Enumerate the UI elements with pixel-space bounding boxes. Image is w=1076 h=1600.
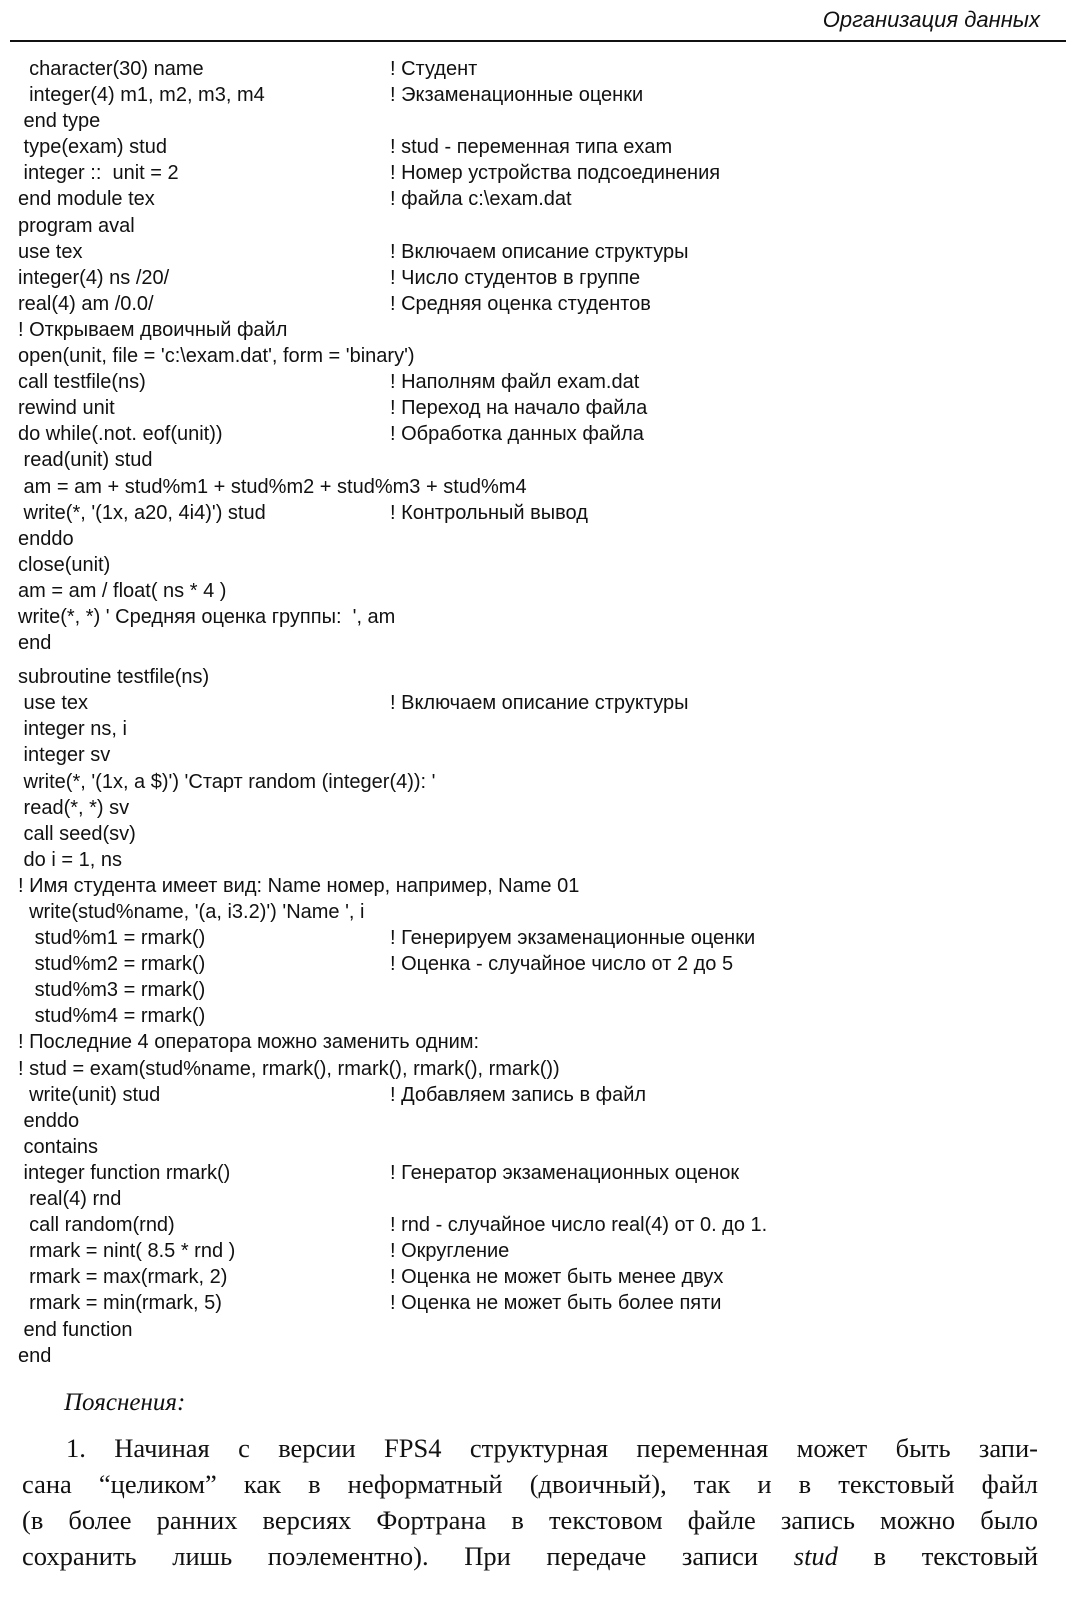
code-comment: ! Контрольный вывод [390, 501, 588, 524]
code-statement: rewind unit [18, 397, 115, 420]
code-line [18, 1108, 1058, 1134]
code-line [18, 265, 1058, 291]
code-statement: rmark = max(rmark, 2) [18, 1266, 228, 1289]
code-line [18, 1317, 1058, 1343]
code-statement: end [18, 1344, 52, 1367]
code-statement: enddo [18, 527, 74, 550]
code-line [18, 951, 1058, 977]
code-line [18, 474, 1058, 500]
code-line [18, 1134, 1058, 1160]
code-line [18, 742, 1058, 768]
code-line [18, 186, 1058, 212]
code-statement: call testfile(ns) [18, 371, 146, 394]
code-statement: ! stud = exam(stud%name, rmark(), rmark(), rmark(), rmark()) [18, 1057, 560, 1080]
code-comment: ! Студент [390, 58, 478, 80]
code-line [18, 1212, 1058, 1238]
code-statement: am = am / float( ns * 4 ) [18, 579, 227, 602]
code-statement: ! Открываем двоичный файл [18, 318, 288, 341]
code-statement: end type [18, 110, 101, 133]
code-line [18, 395, 1058, 421]
code-line [18, 925, 1058, 951]
code-line [18, 82, 1058, 108]
code-comment: ! Переход на начало файла [390, 397, 648, 420]
code-statement: integer(4) ns /20/ [18, 266, 170, 289]
code-statement: program aval [18, 214, 135, 237]
code-line [18, 500, 1058, 526]
code-line [18, 1160, 1058, 1186]
code-line [18, 239, 1058, 265]
header-rule [10, 40, 1066, 42]
code-statement: use tex [18, 692, 89, 715]
code-statement: write(*, '(1x, a20, 4i4)') stud [18, 501, 266, 524]
paragraph-line-tail: в текстовый [873, 1541, 1038, 1571]
code-statement: integer :: unit = 2 [18, 162, 179, 185]
code-line [18, 847, 1058, 873]
code-line [18, 821, 1058, 847]
code-statement: real(4) am /0.0/ [18, 292, 154, 315]
code-line [18, 213, 1058, 239]
code-comment: ! Обработка данных файла [390, 423, 644, 446]
explanation-paragraph [22, 1430, 1038, 1574]
code-statement: stud%m2 = rmark() [18, 953, 206, 976]
code-line [18, 526, 1058, 552]
paragraph-line: сана “целиком” как в неформатный (двоичный), так и в текстовый файл [22, 1469, 1038, 1499]
code-statement: integer function rmark() [18, 1161, 231, 1184]
code-line [18, 873, 1058, 899]
code-statement: ! Имя студента имеет вид: Name номер, например, Name 01 [18, 874, 580, 897]
code-line [18, 56, 1058, 82]
code-statement: write(*, *) ' Средняя оценка группы: ', am [18, 605, 396, 628]
code-comment: ! Средняя оценка студентов [390, 292, 651, 315]
running-header: Организация данных [822, 7, 1040, 32]
code-line [18, 769, 1058, 795]
code-statement: stud%m3 = rmark() [18, 979, 206, 1002]
code-comment: ! Оценка не может быть более пяти [390, 1292, 722, 1315]
code-line [18, 899, 1058, 925]
code-comment: ! Оценка - случайное число от 2 до 5 [390, 953, 734, 976]
code-statement: rmark = min(rmark, 5) [18, 1292, 222, 1315]
code-statement: read(unit) stud [18, 449, 153, 472]
code-comment: ! файла c:\exam.dat [390, 188, 572, 211]
code-statement: stud%m1 = rmark() [18, 927, 206, 950]
code-statement: end module tex [18, 188, 155, 211]
code-statement: do while(.not. eof(unit)) [18, 423, 223, 446]
code-comment: ! Оценка не может быть менее двух [390, 1266, 724, 1289]
code-statement: integer ns, i [18, 718, 127, 741]
code-statement: subroutine testfile(ns) [18, 666, 210, 689]
code-line [18, 317, 1058, 343]
code-comment: ! Включаем описание структуры [390, 240, 689, 263]
code-statement: real(4) rnd [18, 1188, 122, 1211]
code-statement: write(unit) stud [18, 1083, 161, 1106]
code-line [18, 291, 1058, 317]
paragraph-line [22, 1538, 1038, 1574]
code-line [18, 421, 1058, 447]
code-statement: read(*, *) sv [18, 796, 130, 819]
code-line [18, 977, 1058, 1003]
code-statement: ! Последние 4 оператора можно заменить одним: [18, 1031, 480, 1054]
code-comment: ! Генератор экзаменационных оценок [390, 1161, 740, 1184]
code-line [18, 716, 1058, 742]
code-line [18, 1029, 1058, 1055]
code-statement: am = am + stud%m1 + stud%m2 + stud%m3 + stud%m4 [18, 475, 527, 498]
paragraph-line-text: сохранить лишь поэлементно). При передаче записи [22, 1541, 759, 1571]
code-statement: write(*, '(1x, a $)') 'Старт random (integer(4)): ' [18, 770, 436, 793]
code-line [18, 578, 1058, 604]
code-statement: contains [18, 1135, 99, 1158]
code-line [18, 1082, 1058, 1108]
code-line [18, 1003, 1058, 1029]
code-statement: open(unit, file = 'c:\exam.dat', form = 'binary') [18, 345, 415, 368]
code-line [18, 343, 1058, 369]
code-line [18, 630, 1058, 656]
code-statement: use tex [18, 240, 83, 263]
code-line [18, 1238, 1058, 1264]
code-line [18, 1056, 1058, 1082]
code-line [18, 1264, 1058, 1290]
paragraph-line: 1. Начиная с версии FPS4 структурная переменная может быть запи- [66, 1433, 1038, 1463]
paragraph-line: (в более ранних версиях Фортрана в текстовом файле запись можно было [22, 1505, 1038, 1535]
code-comment: ! stud - переменная типа exam [390, 136, 673, 159]
code-statement: write(stud%name, '(a, i3.2)') 'Name ', i [18, 901, 365, 923]
code-comment: ! Число студентов в группе [390, 266, 641, 289]
code-line [18, 1290, 1058, 1316]
code-statement: character(30) name [18, 58, 204, 80]
code-comment: ! rnd - случайное число real(4) от 0. до 1. [390, 1214, 768, 1237]
code-statement: end function [18, 1318, 133, 1341]
code-comment: ! Номер устройства подсоединения [390, 162, 721, 185]
code-comment: ! Экзаменационные оценки [390, 84, 644, 107]
code-statement: end [18, 632, 52, 655]
code-line [18, 795, 1058, 821]
code-statement: integer sv [18, 744, 111, 767]
code-statement: call seed(sv) [18, 822, 136, 845]
explanations-heading: Пояснения: [64, 1389, 186, 1416]
code-comment: ! Добавляем запись в файл [390, 1083, 647, 1106]
code-line [18, 447, 1058, 473]
code-line [18, 604, 1058, 630]
code-line [18, 1343, 1058, 1369]
code-line [18, 1186, 1058, 1212]
code-line [18, 134, 1058, 160]
code-line [18, 369, 1058, 395]
code-comment: ! Генерируем экзаменационные оценки [390, 927, 756, 950]
code-line [18, 552, 1058, 578]
code-line [18, 160, 1058, 186]
code-statement: type(exam) stud [18, 136, 167, 159]
code-line [18, 108, 1058, 134]
code-comment: ! Включаем описание структуры [390, 692, 689, 715]
code-statement: integer(4) m1, m2, m3, m4 [18, 84, 265, 107]
code-statement: enddo [18, 1109, 80, 1132]
code-listing [18, 56, 1058, 1369]
code-statement: stud%m4 = rmark() [18, 1005, 206, 1028]
variable-name-italic: stud [793, 1541, 838, 1571]
code-line [18, 690, 1058, 716]
code-statement: do i = 1, ns [18, 848, 122, 871]
code-line [18, 664, 1058, 690]
code-line [18, 656, 1058, 664]
code-comment: ! Округление [390, 1240, 510, 1263]
code-statement: close(unit) [18, 553, 111, 576]
code-comment: ! Наполням файл exam.dat [390, 371, 640, 394]
code-statement: call random(rnd) [18, 1214, 175, 1237]
code-statement: rmark = nint( 8.5 * rnd ) [18, 1240, 236, 1263]
